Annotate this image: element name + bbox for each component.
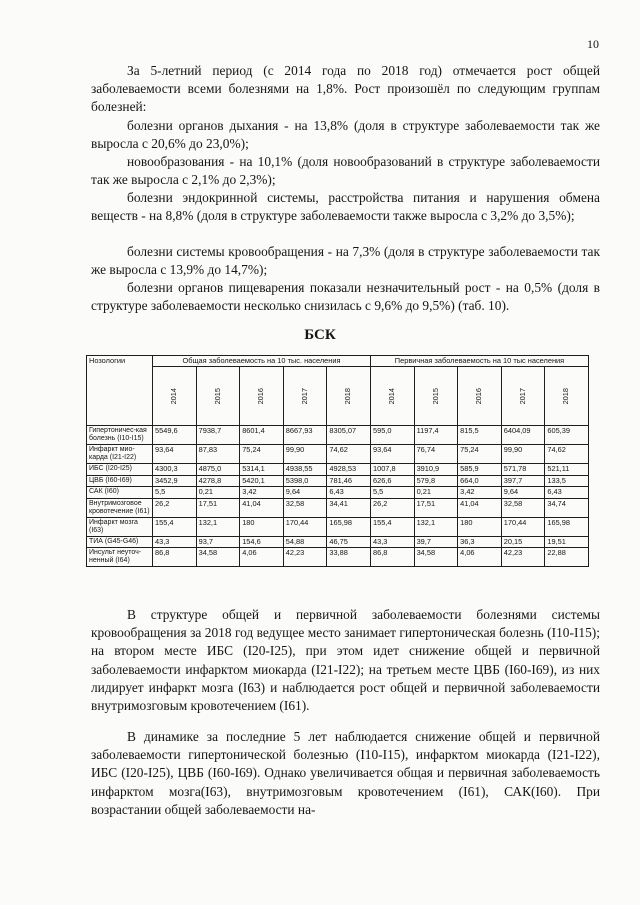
- bullet-item: [91, 117, 600, 153]
- table-cell: 154,6: [240, 536, 284, 547]
- table-cell: 5549,6: [153, 426, 197, 445]
- table-row: [87, 536, 589, 547]
- analysis-paragraph: [91, 606, 600, 715]
- table-cell: 86,8: [153, 548, 197, 567]
- table-cell: 86,8: [370, 548, 414, 567]
- year-header: 2015: [196, 367, 240, 426]
- year-header: 2014: [370, 367, 414, 426]
- bullet-text: болезни органов пищеварения показали незначительный рост - на 0,5% (доля в структуре заболеваемости несколько снизилась с 9,6% до 9,5%) (таб. 10).: [91, 280, 600, 314]
- table-cell: 155,4: [370, 517, 414, 536]
- table-cell: 41,04: [458, 498, 502, 517]
- table-cell: 6404,09: [501, 426, 545, 445]
- table-cell: 180: [240, 517, 284, 536]
- table-row: [87, 498, 589, 517]
- table-cell: 3,42: [458, 487, 502, 498]
- table-cell: 42,23: [501, 548, 545, 567]
- table-cell: 521,11: [545, 464, 589, 475]
- table-cell: 5,5: [153, 487, 197, 498]
- dynamics-text: В динамике за последние 5 лет наблюдается снижение общей и первичной заболеваемости гипертонической болезнью (I10-I15), инфарктом миокарда (I21-I22), ИБС (I20-I25), ЦВБ (I60-I69). Однако увеличивается общая и первичная заболеваемость инфарктом мозга(I63), внутримозговым кровотечением (I61), САК(I60). При возрастании общей заболеваемости на-: [91, 729, 600, 817]
- table-cell: 3910,9: [414, 464, 458, 475]
- table-cell: 93,7: [196, 536, 240, 547]
- table-row: [87, 548, 589, 567]
- table-cell: 74,62: [545, 445, 589, 464]
- table-cell: 9,64: [283, 487, 327, 498]
- year-header: 2018: [545, 367, 589, 426]
- row-label: ТИА (G45-G46): [87, 536, 153, 547]
- table-cell: 19,51: [545, 536, 589, 547]
- table-cell: 34,41: [327, 498, 371, 517]
- table-cell: 8305,07: [327, 426, 371, 445]
- table-cell: 585,9: [458, 464, 502, 475]
- bullet-item: [91, 279, 600, 315]
- table-cell: 8601,4: [240, 426, 284, 445]
- row-label: Инфаркт мио-карда (I21-I22): [87, 445, 153, 464]
- table-cell: 0,21: [196, 487, 240, 498]
- table-cell: 132,1: [196, 517, 240, 536]
- year-header: 2017: [283, 367, 327, 426]
- table-cell: 165,98: [327, 517, 371, 536]
- year-header: 2016: [240, 367, 284, 426]
- table-cell: 93,64: [370, 445, 414, 464]
- table-cell: 0,21: [414, 487, 458, 498]
- table-row: [87, 517, 589, 536]
- table-cell: 26,2: [153, 498, 197, 517]
- table-cell: 34,58: [414, 548, 458, 567]
- table-cell: 132,1: [414, 517, 458, 536]
- table-cell: 17,51: [196, 498, 240, 517]
- year-header: 2017: [501, 367, 545, 426]
- row-label: Гипертоничес-кая болезнь (I10-I15): [87, 426, 153, 445]
- table-cell: 170,44: [501, 517, 545, 536]
- table-cell: 43,3: [370, 536, 414, 547]
- year-header: 2014: [153, 367, 197, 426]
- table-cell: 41,04: [240, 498, 284, 517]
- morbidity-table: [86, 355, 589, 567]
- row-label: Внутримозговое кровотечение (I61): [87, 498, 153, 517]
- table-cell: 7938,7: [196, 426, 240, 445]
- table-cell: 99,90: [283, 445, 327, 464]
- page-number: 10: [587, 37, 599, 51]
- bullet-item: [91, 153, 600, 189]
- table-cell: 8667,93: [283, 426, 327, 445]
- table-row: [87, 426, 589, 445]
- table-cell: 5314,1: [240, 464, 284, 475]
- table-cell: 4278,8: [196, 475, 240, 486]
- table-cell: 815,5: [458, 426, 502, 445]
- table-cell: 54,88: [283, 536, 327, 547]
- table-row: [87, 445, 589, 464]
- year-header: 2016: [458, 367, 502, 426]
- table-row: [87, 475, 589, 486]
- table-cell: 3,42: [240, 487, 284, 498]
- general-morbidity-header: Общая заболеваемость на 10 тыс. населения: [153, 356, 371, 367]
- table-cell: 75,24: [458, 445, 502, 464]
- table-cell: 43,3: [153, 536, 197, 547]
- table-cell: 605,39: [545, 426, 589, 445]
- table-cell: 1007,8: [370, 464, 414, 475]
- dynamics-paragraph: [91, 728, 600, 819]
- table-cell: 397,7: [501, 475, 545, 486]
- table-cell: 180: [458, 517, 502, 536]
- table-cell: 579,8: [414, 475, 458, 486]
- table-cell: 664,0: [458, 475, 502, 486]
- bullet-text: болезни системы кровообращения - на 7,3% (доля в структуре заболеваемости так же выросла с 13,9% до 14,7%);: [91, 244, 600, 278]
- table-cell: 170,44: [283, 517, 327, 536]
- table-cell: 165,98: [545, 517, 589, 536]
- year-header: 2018: [327, 367, 371, 426]
- bullet-item: [91, 189, 600, 225]
- bullet-text: болезни органов дыхания - на 13,8% (доля в структуре заболеваемости так же выросла с 20,6% до 23,0%);: [91, 118, 600, 152]
- row-label: ИБС (I20-I25): [87, 464, 153, 475]
- table-cell: 6,43: [327, 487, 371, 498]
- row-label: Инсульт неуточ-ненный (I64): [87, 548, 153, 567]
- table-cell: 17,51: [414, 498, 458, 517]
- table-cell: 571,78: [501, 464, 545, 475]
- bullet-text: болезни эндокринной системы, расстройства питания и нарушения обмена веществ - на 8,8% (доля в структуре заболеваемости также выросла с 3,2% до 3,5%);: [91, 190, 600, 224]
- intro-paragraph: [91, 62, 600, 117]
- table-cell: 3452,9: [153, 475, 197, 486]
- table-cell: 34,74: [545, 498, 589, 517]
- table-cell: 4300,3: [153, 464, 197, 475]
- nosology-header: Нозологии: [87, 356, 153, 426]
- table-row: [87, 487, 589, 498]
- table-cell: 781,46: [327, 475, 371, 486]
- table-cell: 36,3: [458, 536, 502, 547]
- table-row: [87, 464, 589, 475]
- table-cell: 6,43: [545, 487, 589, 498]
- bullet-text: новообразования - на 10,1% (доля новообразований в структуре заболеваемости так же выросла с 2,1% до 2,3%);: [91, 154, 600, 188]
- row-label: САК (I60): [87, 487, 153, 498]
- table-cell: 4,06: [458, 548, 502, 567]
- table-cell: 4875,0: [196, 464, 240, 475]
- intro-text: За 5-летний период (с 2014 года по 2018 год) отмечается рост общей заболеваемости всеми болезнями на 1,8%. Рост произошёл по следующим группам болезней:: [91, 63, 600, 115]
- table-cell: 5,5: [370, 487, 414, 498]
- table-cell: 22,88: [545, 548, 589, 567]
- table-cell: 20,15: [501, 536, 545, 547]
- table-cell: 4,06: [240, 548, 284, 567]
- table-cell: 93,64: [153, 445, 197, 464]
- table-cell: 626,6: [370, 475, 414, 486]
- analysis-text: В структуре общей и первичной заболеваемости болезнями системы кровообращения за 2018 год ведущее место занимает гипертоническая болезнь (I10-I15); на втором месте ИБС (I20-I25), при этом идет снижение общей и первичной заболеваемости инфарктом миокарда (I21-I22); на третьем месте ЦВБ (I60-I69), из них лидирует инфаркт мозга (I63) и наблюдается рост общей и первичной заболеваемости внутримозговым кровотечением (I61).: [91, 607, 600, 714]
- table-cell: 9,64: [501, 487, 545, 498]
- table-cell: 33,88: [327, 548, 371, 567]
- table-cell: 5398,0: [283, 475, 327, 486]
- table-cell: 87,83: [196, 445, 240, 464]
- table-cell: 4938,55: [283, 464, 327, 475]
- table-cell: 46,75: [327, 536, 371, 547]
- table-cell: 76,74: [414, 445, 458, 464]
- table-cell: 133,5: [545, 475, 589, 486]
- table-cell: 74,62: [327, 445, 371, 464]
- table-cell: 32,58: [501, 498, 545, 517]
- section-title: БСК: [304, 327, 336, 343]
- table-cell: 42,23: [283, 548, 327, 567]
- table-cell: 34,58: [196, 548, 240, 567]
- bullet-item: [91, 243, 600, 279]
- table-cell: 99,90: [501, 445, 545, 464]
- table-cell: 595,0: [370, 426, 414, 445]
- table-cell: 32,58: [283, 498, 327, 517]
- primary-morbidity-header: Первичная заболеваемость на 10 тыс населения: [370, 356, 588, 367]
- row-label: ЦВБ (I60-I69): [87, 475, 153, 486]
- table-cell: 4928,53: [327, 464, 371, 475]
- table-cell: 75,24: [240, 445, 284, 464]
- table-cell: 155,4: [153, 517, 197, 536]
- year-header: 2015: [414, 367, 458, 426]
- table-cell: 39,7: [414, 536, 458, 547]
- table-cell: 5420,1: [240, 475, 284, 486]
- row-label: Инфаркт мозга (I63): [87, 517, 153, 536]
- table-cell: 26,2: [370, 498, 414, 517]
- table-cell: 1197,4: [414, 426, 458, 445]
